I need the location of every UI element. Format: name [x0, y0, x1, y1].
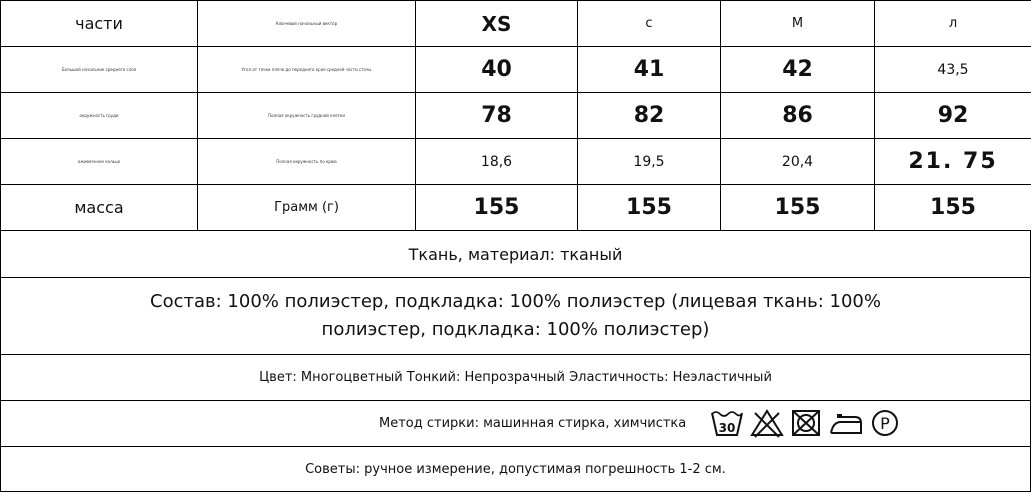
iron-icon [828, 408, 864, 438]
value-cell: 18,6 [416, 139, 578, 185]
row-description: Полная окружность по краю [198, 139, 416, 185]
value-cell: 155 [875, 185, 1031, 231]
composition-line-2: полиэстер, подкладка: 100% полиэстер) [321, 319, 710, 340]
row-label: Большой начальник среднего слоя [1, 47, 198, 93]
row-description: Угол от точки плеча до переднего края средней части сточы [198, 47, 416, 93]
table-row [1, 185, 1031, 231]
header-parts-label: части [1, 1, 198, 47]
color-info: Цвет: Многоцветный Тонкий: Непрозрачный Эластичность: Неэластичный [0, 355, 1031, 401]
wash-info [0, 401, 1031, 447]
tips-info: Советы: ручное измерение, допустимая погрешность 1-2 см. [0, 447, 1031, 492]
row-label: масса [1, 185, 198, 231]
value-cell: 20,4 [721, 139, 875, 185]
size-m-header: М [721, 1, 875, 47]
size-l-header: л [875, 1, 1031, 47]
size-s-header: с [578, 1, 721, 47]
care-icons [710, 408, 900, 438]
table-row [1, 47, 1031, 93]
value-cell: 43,5 [875, 47, 1031, 93]
value-cell: 19,5 [578, 139, 721, 185]
value-cell: 40 [416, 47, 578, 93]
value-cell: 155 [721, 185, 875, 231]
value-cell: 155 [578, 185, 721, 231]
composition-line-1: Состав: 100% полиэстер, подкладка: 100% полиэстер (лицевая ткань: 100% [150, 291, 881, 312]
size-xs-header: XS [416, 1, 578, 47]
value-cell: 41 [578, 47, 721, 93]
table-row [1, 139, 1031, 185]
value-cell: 42 [721, 47, 875, 93]
value-cell: 86 [721, 93, 875, 139]
dry-clean-letter: P [880, 414, 890, 433]
row-label: окружность груди [1, 93, 198, 139]
value-cell: 21. 75 [875, 139, 1031, 185]
row-description: Полная окружность грудной клетки [198, 93, 416, 139]
no-tumble-dry-icon [790, 408, 822, 438]
dry-clean-p-icon [870, 408, 900, 438]
value-cell: 82 [578, 93, 721, 139]
row-label: оживленное кольцо [1, 139, 198, 185]
value-cell: 92 [875, 93, 1031, 139]
value-cell: 78 [416, 93, 578, 139]
table-header-row [1, 1, 1031, 47]
row-description: Грамм (г) [198, 185, 416, 231]
value-cell: 155 [416, 185, 578, 231]
wash-30-icon [710, 408, 744, 438]
size-table [0, 0, 1031, 231]
wash-method-text: Метод стирки: машинная стирка, химчистка [379, 416, 687, 431]
fabric-info: Ткань, материал: тканый [0, 231, 1031, 278]
composition-info [0, 278, 1031, 355]
header-description: Ключевой начальный вектор [198, 1, 416, 47]
wash-temp-label: 30 [718, 421, 736, 435]
table-row [1, 93, 1031, 139]
no-bleach-icon [750, 408, 784, 438]
